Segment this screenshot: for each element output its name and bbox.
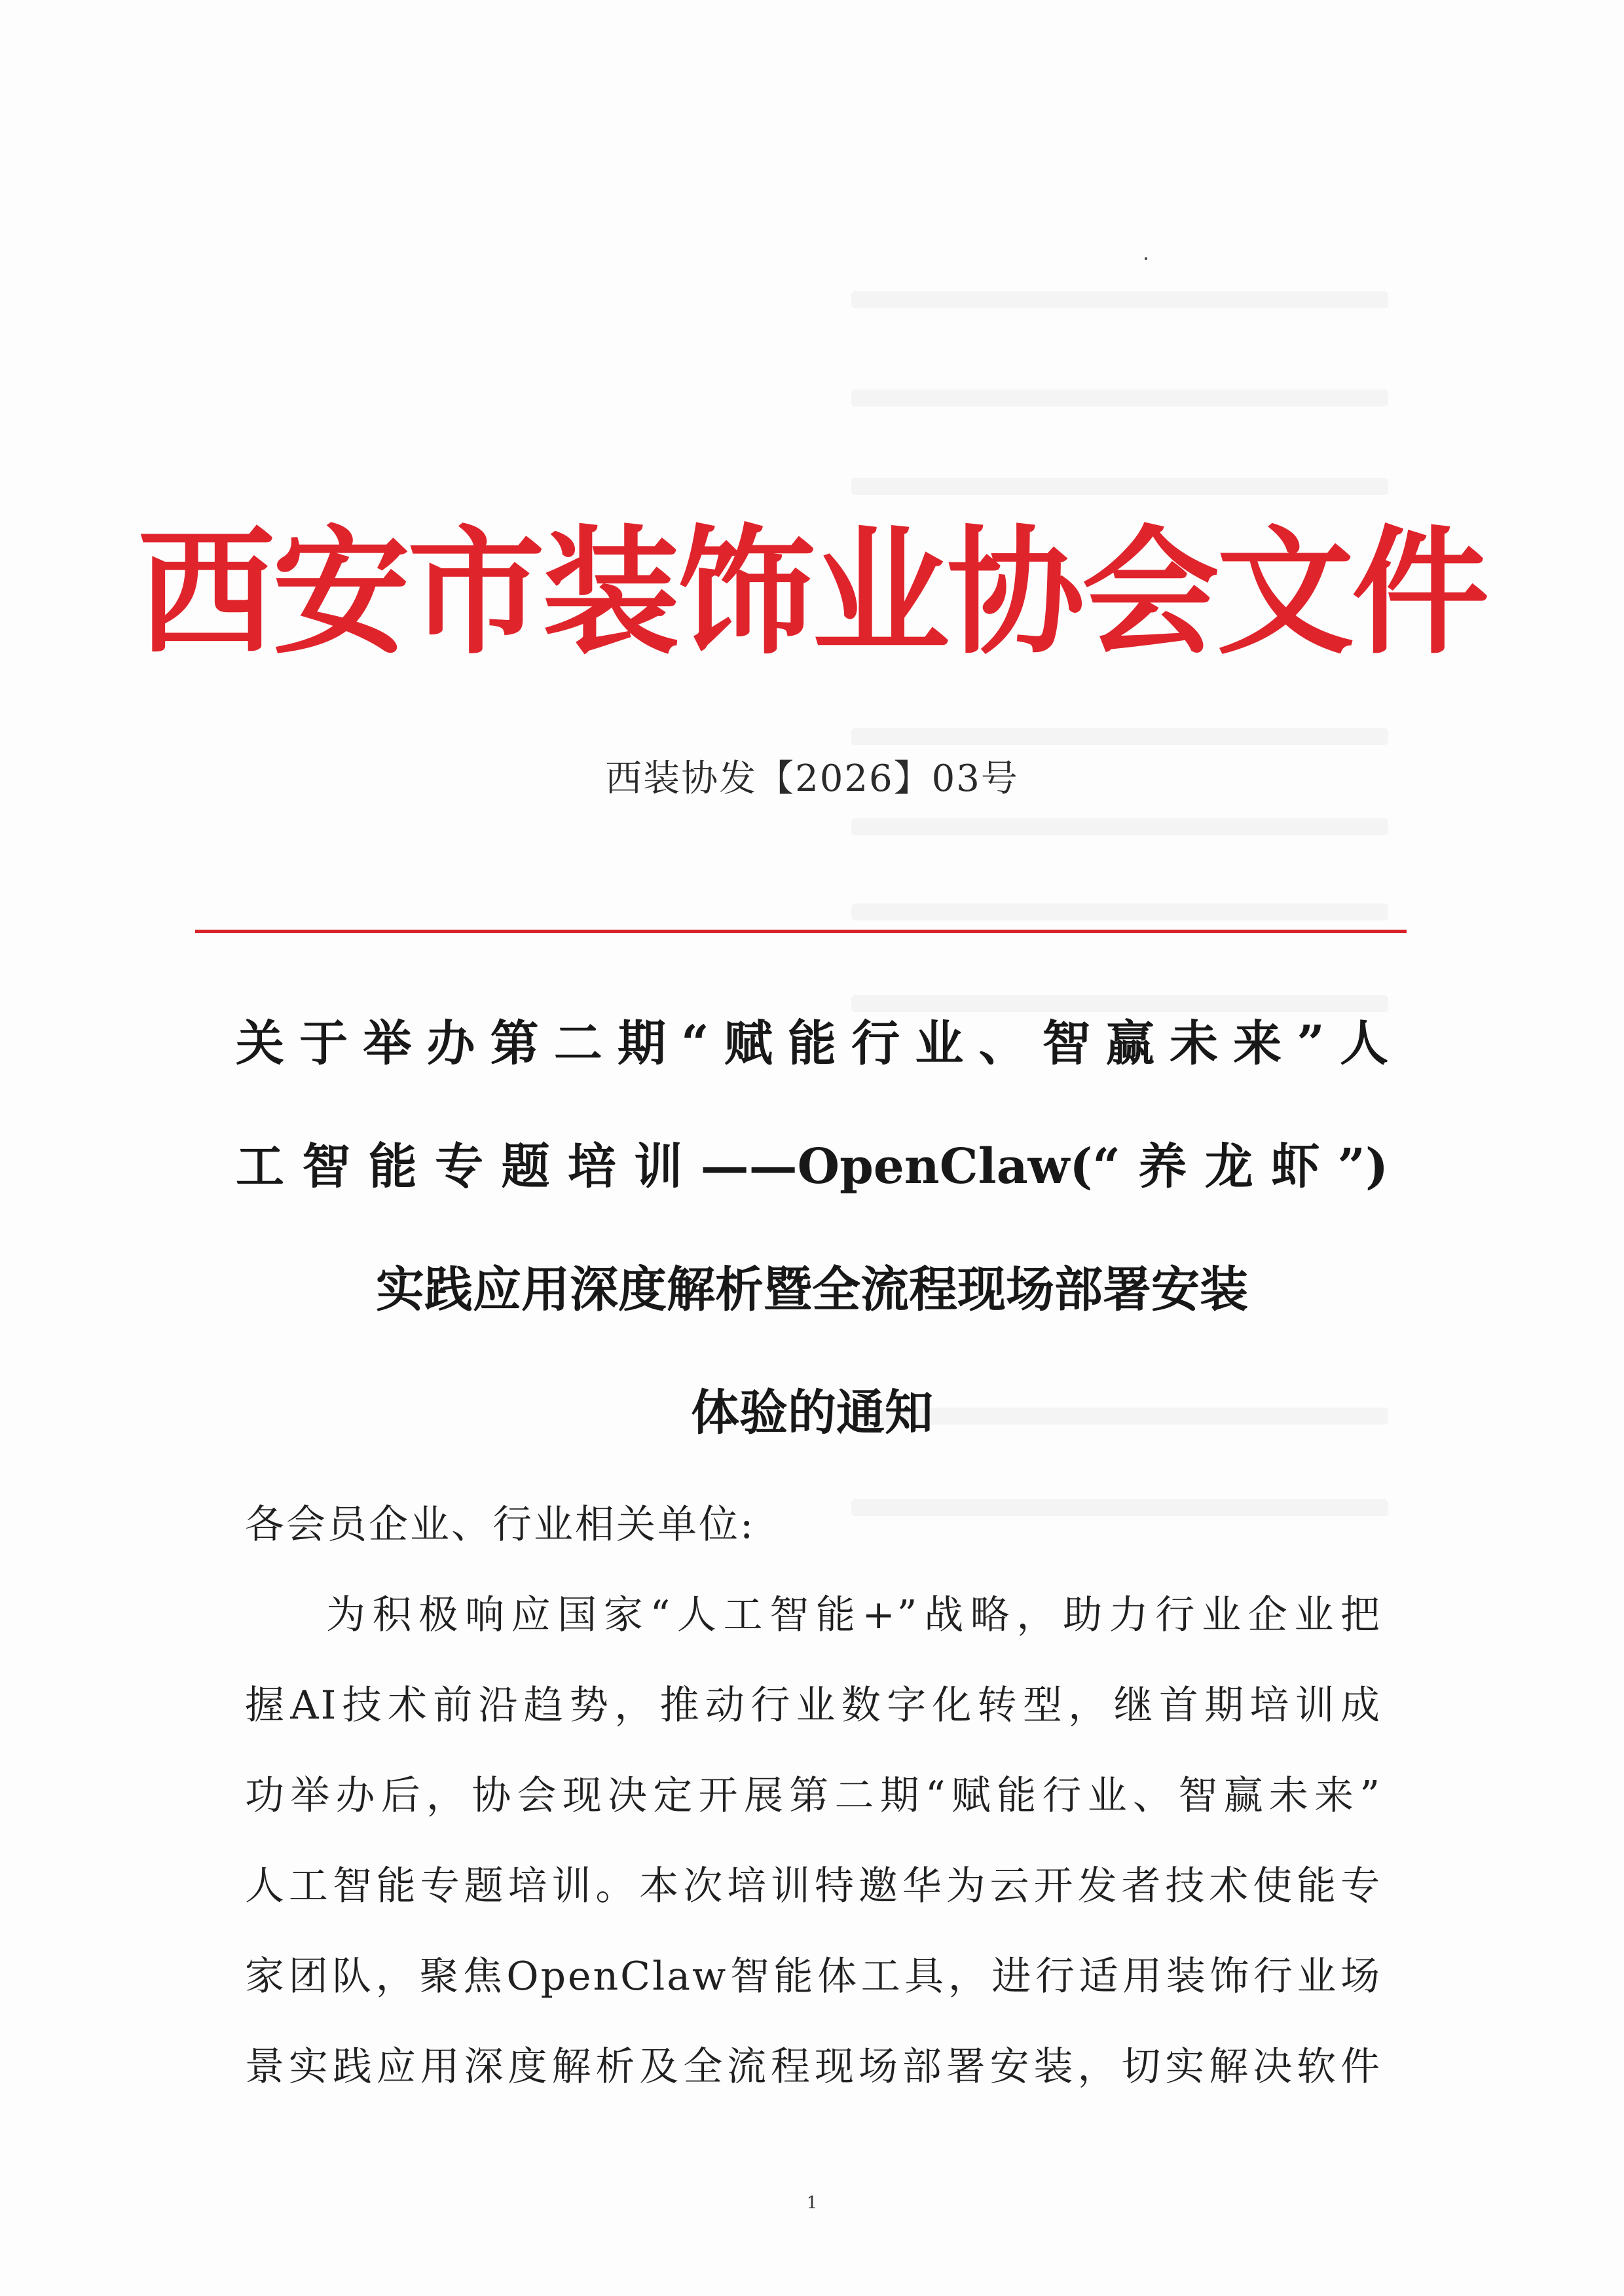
header-red-rule bbox=[195, 930, 1407, 933]
notice-title-line: 实践应用深度解析暨全流程现场部署安装 bbox=[376, 1262, 1248, 1318]
bleed-through-mark bbox=[851, 818, 1388, 835]
document-header-title: 西安市装饰业协会文件 bbox=[137, 511, 1486, 673]
notice-title bbox=[236, 982, 1388, 1474]
body-line: 景实践应用深度解析及全流程现场部署安装，切实解决软件 bbox=[245, 2044, 1382, 2090]
bleed-through-mark bbox=[851, 390, 1388, 407]
body-paragraph bbox=[245, 1570, 1382, 2112]
scan-speck bbox=[1145, 257, 1147, 260]
body-line: 功举办后，协会现决定开展第二期“赋能行业、智赢未来” bbox=[245, 1773, 1382, 1819]
body-line: 为积极响应国家“人工智能+”战略，助力行业企业把 bbox=[326, 1592, 1382, 1638]
salutation: 各会员企业、行业相关单位: bbox=[245, 1502, 756, 1548]
notice-title-line: 工智能专题培训——OpenClaw(“养龙虾”) bbox=[236, 1139, 1388, 1195]
bleed-through-mark bbox=[851, 291, 1388, 308]
document-number: 西装协发【2026】03号 bbox=[605, 757, 1019, 800]
bleed-through-mark bbox=[851, 728, 1388, 745]
bleed-through-mark bbox=[851, 903, 1388, 920]
body-line: 握AI技术前沿趋势，推动行业数字化转型，继首期培训成 bbox=[245, 1683, 1382, 1728]
notice-title-line: 体验的通知 bbox=[691, 1385, 933, 1441]
body-line: 人工智能专题培训。本次培训特邀华为云开发者技术使能专 bbox=[245, 1863, 1382, 1909]
notice-title-line: 关于举办第二期“赋能行业、智赢未来”人 bbox=[236, 1015, 1388, 1072]
body-line: 家团队，聚焦OpenClaw智能体工具，进行适用装饰行业场 bbox=[245, 1954, 1382, 1999]
bleed-through-mark bbox=[851, 478, 1388, 495]
page-number: 1 bbox=[806, 2193, 818, 2213]
